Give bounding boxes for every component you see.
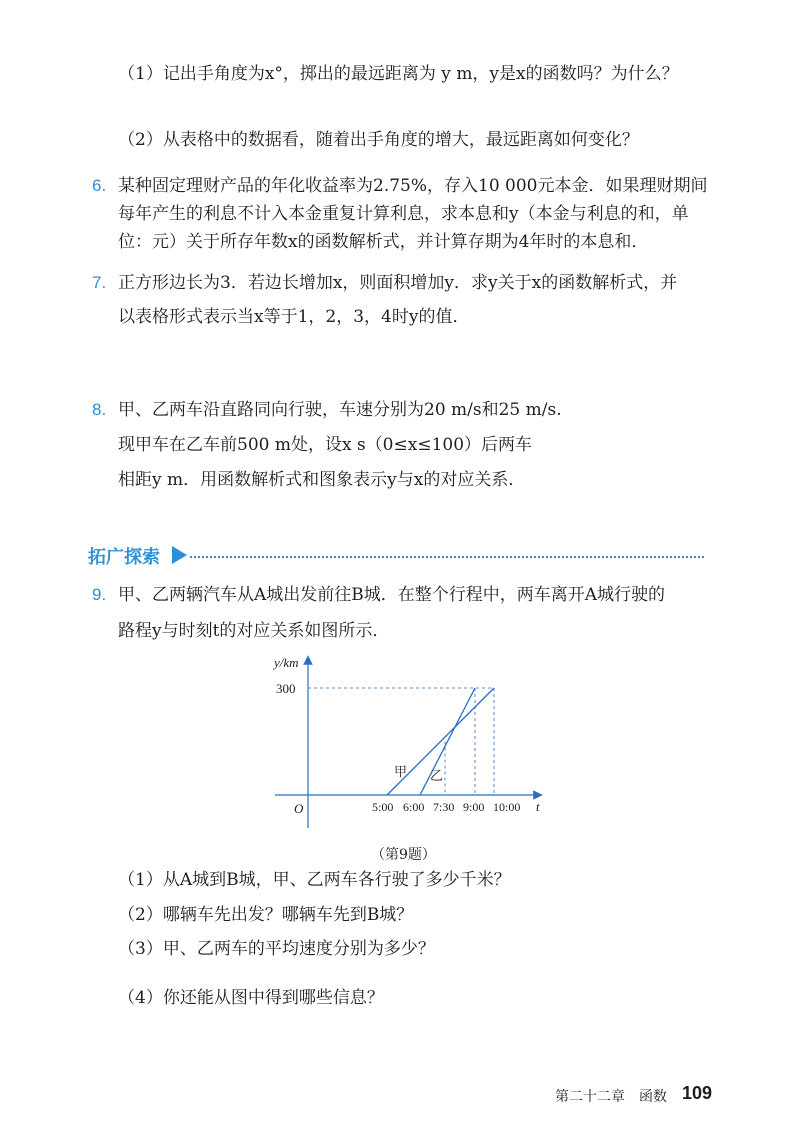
q8-line: 甲、乙两车沿直路同向行驶，车速分别为20 m/s和25 m/s. xyxy=(118,400,562,420)
x-tick-label: 10:00 xyxy=(493,800,521,814)
chapter-label: 第二十二章 函数 xyxy=(555,1088,667,1104)
q7-line: 正方形边长为3．若边长增加x，则面积增加y．求y关于x的函数解析式，并 xyxy=(118,273,678,293)
figure-caption: （第9题） xyxy=(371,847,436,863)
q8-line: 现甲车在乙车前500 m处，设x s（0≤x≤100）后两车 xyxy=(118,435,533,455)
series-line-yi xyxy=(420,688,475,795)
chart xyxy=(260,650,550,835)
section-divider xyxy=(190,556,704,558)
q6-number: 6. xyxy=(92,176,107,195)
q6-line: 每年产生的利息不计入本金重复计算利息，求本息和y（本金与利息的和，单 xyxy=(118,204,689,224)
section-arrow-icon xyxy=(172,546,187,564)
section-title: 拓广探索 xyxy=(88,547,160,567)
q9-line: 甲、乙两辆汽车从A城出发前往B城．在整个行程中，两车离开A城行驶的 xyxy=(118,585,666,605)
x-tick-label: 9:00 xyxy=(463,800,485,814)
series-label-jia: 甲 xyxy=(394,764,408,779)
series-label-yi: 乙 xyxy=(430,768,444,783)
q9-sub: （2）哪辆车先出发？哪辆车先到B城？ xyxy=(118,905,414,925)
q8-number: 8. xyxy=(92,400,107,419)
q5-sub1: （1）记出手角度为x°，掷出的最远距离为 y m，y是x的函数吗？为什么？ xyxy=(118,64,679,84)
x-tick-label: 5:00 xyxy=(372,800,394,814)
q7-line: 以表格形式表示当x等于1，2，3，4时y的值． xyxy=(118,307,470,327)
page-number: 109 xyxy=(682,1083,713,1103)
q6-line: 位：元）关于所存年数x的函数解析式，并计算存期为4年时的本息和． xyxy=(118,232,649,252)
q9-sub: （1）从A城到B城，甲、乙两车各行驶了多少千米？ xyxy=(118,870,511,890)
q9-sub: （4）你还能从图中得到哪些信息？ xyxy=(118,988,384,1008)
q5-sub2: （2）从表格中的数据看，随着出手角度的增大，最远距离如何变化？ xyxy=(118,130,639,150)
q9-sub: （3）甲、乙两车的平均速度分别为多少？ xyxy=(118,939,435,959)
x-axis-label: t xyxy=(536,799,540,814)
q6-line: 某种固定理财产品的年化收益率为2.75%，存入10 000元本金．如果理财期间 xyxy=(118,176,708,196)
x-tick-label: 7:30 xyxy=(433,800,455,814)
y-tick-label: 300 xyxy=(276,681,296,696)
q9-number: 9. xyxy=(92,585,107,604)
q9-line: 路程y与时刻t的对应关系如图所示． xyxy=(118,621,390,641)
x-tick-label: 6:00 xyxy=(403,800,425,814)
q8-line: 相距y m．用函数解析式和图象表示y与x的对应关系． xyxy=(118,470,526,490)
origin-label: O xyxy=(294,801,304,816)
q7-number: 7. xyxy=(92,273,107,292)
y-axis-label: y/km xyxy=(274,655,299,670)
